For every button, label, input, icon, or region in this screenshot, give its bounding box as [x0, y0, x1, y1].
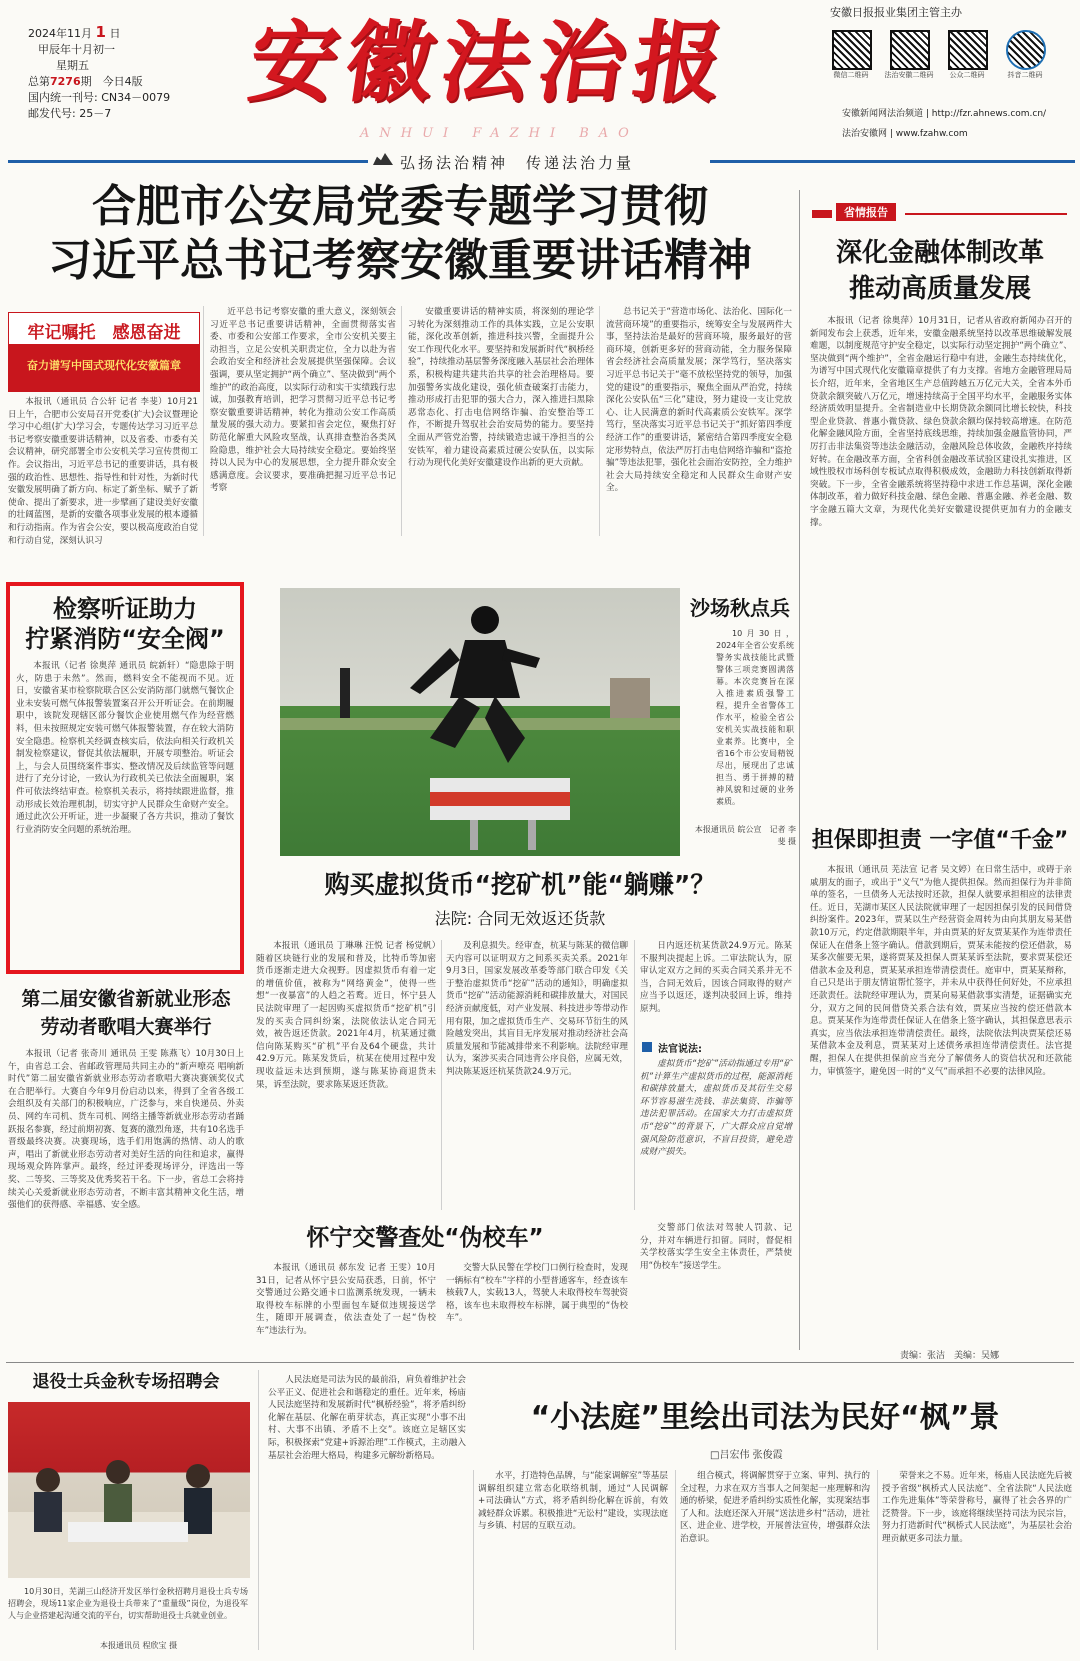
mining-subtitle: 法院: 合同无效返还货款	[434, 909, 606, 928]
lead-article-col3: 安徽重要讲话的精神实质，将深刻的理论学习转化为深刻推动工作的具体实践，立足公安职能，深化改革创新，推进科技兴警，全面提升公安工作现代化水平。要坚持和发展新时代“枫桥经验”，持续推动基层警务深度融入基层社会治理体系，积极构建共建共治共享的社会治理格局。要加强警务实战化建设，强化侦查破案打击能力，推动形成打击犯罪的强大合力，深入推进扫黑除恶常态化、打击电信网络诈骗、治安整治等工作，不断提升驾驭社会治安局势的能力。要坚持全面从严管党治警，持续锻造忠诚干净担当的公安铁军，着力建设高素质过硬公安队伍，以实际行动为现代化美好安徽建设作出新的更大贡献。	[408, 307, 594, 469]
divider	[203, 306, 204, 536]
divider	[799, 190, 800, 1350]
qr-code-wechat[interactable]: 微信二维码	[826, 30, 878, 80]
judge-says-icon	[642, 1042, 652, 1052]
lead-article-col1: 本报讯（通讯员 合公轩 记者 李斐）10月21日上午，合肥市公安局召开党委(扩大)会议暨理论学习中心组(扩大)学习会，专题传达学习习近平总书记考察安徽重要讲话精神，以及省委、市委有关会议精神，研究部署全市公安机关学习宣传贯彻工作。会议指出，习近平总书记的重要讲话，具有极强的政治性、思想性、指导性和针对性，为新时代安徽发展明确了新方向、标定了新坐标、赋予了新使命、提出了新要求，进一步擘画了建设美好安徽的壮阔蓝图，是新的安徽各项事业发展的根本遵循和行动指南。作为省会公安，要以极高度政治自觉和行动自觉，深刻认识习	[8, 397, 198, 546]
photo-story-caption: 10月30日，2024年全省公安系统警务实战技能比武暨警体三项竞赛圆满落幕。本次竞赛旨在深入推进素质强警工程，提升全省警体工作水平，检验全省公安机关实战技能和职业素养。比赛中，全省16个市公安局精锐尽出，展现出了忠诚担当、勇于拼搏的精神风貌和过硬的业务素质。	[716, 629, 794, 806]
divider	[258, 1370, 259, 1650]
section-rule	[6, 1362, 1074, 1363]
court-article-col2: 水平，打造特色品牌，与“能家调解室”等基层调解组织建立常态化联络机制，通过“人民调解+司法确认”方式，将矛盾纠纷化解在诉前，有效减轻群众诉累。积极推进“无讼村”建设，实现法庭与乡镇、村居的互联互动。	[478, 1471, 668, 1532]
provincial-headline-line1: 深化金融体制改革	[835, 238, 1044, 268]
school-car-col2: 交警大队民警在学校门口例行检查时，发现一辆标有“校车”字样的小型普通客车，经查该车核载7人，实载13人，驾驶人未取得校车驾驶资格，该车也未取得校车标牌，属于典型的“伪校车”。	[446, 1263, 628, 1324]
job-fair-photo	[8, 1402, 250, 1578]
divider	[599, 306, 600, 536]
veterans-caption: 10月30日，芜湖三山经济开发区举行金秋招聘月退役士兵专场招聘会，现场11家企业为退役士兵带来了“重量级”岗位，为退役军人与企业搭建起沟通交流的平台，切实帮助退役士兵就业创业。	[8, 1587, 248, 1620]
guarantee-article-body: 本报讯（通讯员 芜法宣 记者 吴文婷）在日常生活中，或碍于亲戚朋友的面子，或出于“义气”为他人提供担保。然而担保行为并非简单的签名，一旦债务人无法按时还款，担保人就要承担相应的法律责任。近日，芜湖市某区人民法院就审理了一起因担保引发的民间借贷纠纷案件。2023年，贾某以生产经营资金周转为由向其朋友易某借款10万元，约定借款期限半年，并由贾某的好友贾某某作为连带责任保证人在借条上签字确认。借款到期后，贾某未能按约偿还借款，易某多次催要无果，遂将贾某及担保人贾某某诉至法院，要求贾某偿还借款本金及利息，贾某某承担连带清偿责任。庭审中，贾某某辩称，自己只是出于朋友情谊帮忙签字，并未从中获得任何好处，不应承担还款责任。法院经审理认为，贾某向易某借款事实清楚，证据确实充分，双方之间的民间借贷关系合法有效，贾某应当按约偿还借款本息。贾某某作为连带责任保证人在借条上签字确认，其担保意思表示真实，应当依法承担连带清偿责任。最终，法院依法判决贾某偿还易某借款本金及利息，贾某某对上述债务承担连带清偿责任。法官提醒，担保人在提供担保前应当充分了解债务人的资信状况和还款能力，审慎签字，避免因一时的“义气”而承担不必要的法律风险。	[810, 865, 1072, 1077]
court-article-col3: 组合模式，将调解贯穿于立案、审判、执行的全过程，力求在双方当事人之间架起一座理解和沟通的桥梁，促进矛盾纠纷实质性化解，实现案结事了人和。法庭还深入开展“送法进乡村”活动，进社区、进企业、进学校，开展普法宣传，增强群众法治意识。	[680, 1471, 870, 1544]
sponsor-line: 安徽日报报业集团主管主办	[830, 6, 962, 19]
job-fair-illustration	[8, 1402, 250, 1578]
judge-says-text: 虚拟货币“挖矿”活动指通过专用“矿机”计算生产虚拟货币的过程，能源消耗和碳排放量大，虚拟货币及其衍生交易环节容易滋生洗钱、非法集资、诈骗等违法犯罪活动。在国家大力打击虚拟货币“挖矿”的背景下，广大群众应自觉增强风险防范意识，不盲目投资，避免造成财产损失。	[640, 1059, 792, 1158]
lead-article-col4: 总书记关于“营造市场化、法治化、国际化一流营商环境”的重要指示，统筹安全与发展两件大事，坚持法治是最好的营商环境，服务最好的营商环境，创新更多好的营商动能，全力服务保障省会经济社会高质量发展；深学笃行，坚决落实习近平总书记关于“毫不放松坚持党的领导，加强党的建设”的重要指示，聚焦全面从严治党，持续深化公安队伍“三化”建设，努力建设一支让党放心、让人民满意的新时代高素质公安铁军。深学笃行，坚决落实习近平总书记关于“抓好第四季度经济工作”的重要讲话，紧密结合第四季度安全稳定形势特点，依法严厉打击电信网络诈骗和“盗抢骗”等违法犯罪，强化社会面治安防控，全力维护社会大局持续安全稳定和人民群众生命财产安全。	[606, 307, 792, 494]
weekday: 星期五	[56, 59, 89, 72]
date-line: 2024年11月 1 日	[28, 23, 121, 41]
column-banner	[8, 312, 200, 392]
provincial-tag-rule	[812, 210, 832, 218]
site-url-1[interactable]: 安徽新闻网法治频道 | http://fzr.ahnews.com.cn/	[842, 109, 1047, 119]
postal-code: 邮发代号: 25－7	[28, 107, 112, 120]
provincial-tag-line	[905, 213, 1067, 215]
lead-headline-line1: 合肥市公安局党委专题学习贯彻	[92, 181, 708, 232]
masthead-meta	[28, 24, 228, 122]
masthead-rule-right	[710, 160, 1075, 163]
court-author: □吕宏伟 张俊霞	[710, 1450, 783, 1461]
court-headline: “小法庭”里绘出司法为民好“枫”景	[530, 1400, 1000, 1435]
provincial-report-tag: 省情报告	[836, 203, 896, 221]
newspaper-title: 安徽法治报	[242, 10, 738, 114]
lunar-date: 甲辰年十月初一	[38, 43, 115, 56]
labor-headline-line2: 劳动者歌唱大赛举行	[40, 1016, 212, 1038]
provincial-headline-line2: 推动高质量发展	[848, 274, 1031, 304]
school-car-col1: 本报讯（通讯员 郝东发 记者 王雯）10月31日，记者从怀宁县公安局获悉，日前，怀宁交警通过公路交通卡口监测系统发现，一辆未取得校车标牌的小型面包车疑似违规接送学生，随即开展调查，依法查处了一起“伪校车”违法行为。	[256, 1263, 436, 1336]
qr-code-douyin[interactable]: 抖音二维码	[1000, 30, 1052, 80]
divider	[401, 306, 402, 536]
mining-article-col2: 及利息损失。经审查，杭某与陈某的微信聊天内容可以证明双方之间系买卖关系。2021年9月3日，国家发展改革委等部门联合印发《关于整治虚拟货币“挖矿”活动的通知》，明确虚拟货币“挖矿”活动能源消耗和碳排放量大，对国民经济贡献度低，对产业发展、科技进步等带动作用有限，加之虚拟货币生产、交易环节衍生的风险越发突出，其盲目无序发展对推动经济社会高质量发展和节能减排带来不利影响。法院经审理认为，案涉买卖合同违背公序良俗，应属无效，判决陈某返还杭某货款24.9万元。	[446, 941, 628, 1077]
procuratorate-box	[6, 582, 244, 974]
editor-credit: 责编：张洁 美编：吴娜	[900, 1351, 1000, 1361]
labor-headline-line1: 第二届安徽省新就业形态	[21, 988, 231, 1010]
guarantee-headline: 担保即担责 一字值“千金”	[811, 828, 1069, 853]
lead-article-col2: 近平总书记考察安徽的重大意义，深刻领会习近平总书记重要讲话精神，全面贯彻落实省委、市委和公安部工作要求，全市公安机关要主动担当，立足公安机关职责定位，全力以赴为省会政治安全和经济社会发展提供坚强保障。会议强调，要从坚定拥护“两个确立”、坚决做到“两个维护”的政治高度，以实际行动和实干实绩践行忠诚，加强教育培训，把学习贯彻习近平总书记考察安徽重要讲话精神，转化为推动公安工作高质量发展的强大动力。要紧扣省会定位，聚焦打好防范化解重大风险攻坚战，认真排查整治各类风险隐患，维护社会大局持续安全稳定。要始终坚持以人民为中心的发展思想，全力提升群众安全感满意度。会议要求，要准确把握习近平总书记考察	[210, 307, 396, 494]
procuratorate-headline-line1: 检察听证助力	[53, 595, 197, 623]
issue-number: 7276	[50, 75, 81, 88]
column-banner-title: 牢记嘱托 感恩奋进	[27, 323, 181, 343]
column-banner-subtitle: 奋力谱写中国式现代化安徽篇章	[27, 359, 181, 372]
great-wall-icon	[373, 153, 393, 165]
veterans-headline: 退役士兵金秋专场招聘会	[32, 1372, 220, 1392]
photo-story-title: 沙场秋点兵	[690, 596, 790, 620]
cn-number: 国内统一刊号: CN34－0079	[28, 91, 171, 104]
lead-headline-line2: 习近平总书记考察安徽重要讲话精神	[48, 235, 752, 286]
provincial-article-body: 本报讯（记者 徐奥萍）10月31日，记者从省政府新闻办召开的新闻发布会上获悉，近年来，安徽金融系统坚持以改革思维破解发展难题，以制度规范守护安全稳定，以实际行动坚定拥护“两个确立”、坚决做到“两个维护”，全省金融运行稳中有进，金融生态持续优化，为谱写中国式现代化安徽篇章提供了有力支撑。省地方金融管理局局长介绍，近年来，全省地区生产总值跨越五万亿元大关，全省本外币贷款余额突破八万亿元，增速持续高于全国平均水平，金融服务实体经济质效明显提升。全省制造业中长期贷款余额同比增长较快，科技型企业贷款、普惠小微贷款、绿色贷款余额均保持较高增速。在防范化解金融风险方面，全省坚持底线思维，持续加强金融监管协同，严厉打击非法集资等违法金融活动，金融风险总体收敛，金融秩序持续好转。在金融改革方面，全省科创金融改革试验区建设扎实推进，区域性股权市场科创专板试点取得积极成效，金融助力科技创新取得新突破。下一步，全省金融系统将坚持稳中求进工作总基调，深化金融体制改革，着力做好科技金融、绿色金融、普惠金融、养老金融、数字金融五篇大文章，为现代化美好安徽建设提供更加有力的金融支撑。	[810, 316, 1072, 528]
divider	[441, 940, 442, 1210]
mining-article-col3: 日内返还杭某货款24.9万元。陈某不服判决提起上诉。二审法院认为，原审认定双方之间的买卖合同关系并无不当，合同无效后，因该合同取得的财产应当予以返还，遂判决驳回上诉，维持原判。	[640, 941, 792, 1014]
judge-says-label: 法官说法:	[658, 1044, 702, 1055]
police-training-illustration	[280, 588, 680, 856]
site-url-2[interactable]: 法治安徽网 | www.fzahw.com	[842, 129, 968, 139]
divider	[877, 1470, 878, 1650]
date-day: 1	[95, 23, 106, 41]
procuratorate-headline-line2: 拧紧消防“安全阀”	[25, 625, 225, 653]
newspaper-pinyin: ANHUI FAZHI BAO	[360, 126, 639, 141]
divider	[473, 1470, 474, 1650]
school-car-headline: 怀宁交警查处“伪校车”	[306, 1225, 544, 1251]
issue-line: 总第7276期 今日4版	[28, 75, 143, 88]
school-car-col3: 交警部门依法对驾驶人罚款、记分，并对车辆进行扣留。同时，督促相关学校落实学生安全主体责任，严禁使用“伪校车”接送学生。	[640, 1223, 792, 1271]
court-article-col4: 荣誉来之不易。近年来，杨庙人民法庭先后被授予省级“枫桥式人民法庭”、全省法院“人民法庭工作先进集体”等荣誉称号，赢得了社会各界的广泛赞誉。下一步，该庭将继续坚持司法为民宗旨，努力打造新时代“枫桥式人民法庭”，为基层社会治理贡献更多司法力量。	[882, 1471, 1072, 1544]
police-training-photo	[280, 588, 680, 856]
veterans-credit: 本报通讯员 程欣宝 摄	[100, 1641, 178, 1650]
procuratorate-article-body: 本报讯（记者 徐奥萍 通讯员 皖新轩）“隐患除于明火，防患于未然”。然而，燃料安全不能视而不见。近日，安徽省某市检察院联合区公安消防部门就燃气餐饮企业未安装可燃气体报警装置案召开公开听证会。在前期履职中，该院发现辖区部分餐饮企业使用燃气作为经营燃料，但未按照规定安装可燃气体报警装置，存在较大消防安全隐患。检察机关经调查核实后，依法向相关行政机关制发检察建议，督促其依法履职，开展专项整治。听证会上，与会人员围绕案件事实、整改情况及后续监管等问题进行了充分讨论，一致认为行政机关已依法全面履职，案件可依法终结审查。检察机关表示，将持续跟进监督，推动形成长效治理机制，切实守护人民群众生命财产安全。通过此次公开听证，进一步凝聚了各方共识，推动了餐饮行业消防安全问题的系统治理。	[16, 661, 234, 835]
divider	[675, 1470, 676, 1650]
qr-code-row	[826, 30, 1056, 80]
qr-code-fazhi[interactable]: 法治安徽二维码	[884, 30, 936, 80]
court-article-col1: 人民法庭是司法为民的最前沿，肩负着维护社会公平正义、促进社会和谐稳定的重任。近年来，杨庙人民法庭坚持和发展新时代“枫桥经验”，将矛盾纠纷化解在基层、化解在萌芽状态，真正实现“小事不出村、大事不出镇、矛盾不上交”。该庭立足辖区实际，积极探索“党建+诉源治理”工作模式，主动融入基层社会治理大格局，构建多元解纷新格局。	[268, 1375, 466, 1461]
labor-article-body: 本报讯（记者 张奇川 通讯员 王雯 陈燕飞）10月30日上午，由省总工会、省邮政管理局共同主办的“新声嘹亮 唱响新时代”第二届安徽省新就业形态劳动者歌唱大赛决赛颁奖仪式在合肥举行。大赛自今年9月份启动以来，得到了全省各级工会组织及有关部门的积极响应，广泛参与，来自快递员、外卖员、网约车司机、货车司机、网络主播等新就业形态劳动者踊跃报名参赛，经过前期初赛、复赛的激烈角逐，共有10名选手晋级最终决赛。决赛现场，选手们用饱满的热情、动人的歌声，唱出了新就业形态劳动者对美好生活的向往和追求，赢得现场观众阵阵掌声。最终，经过评委现场评分，评选出一等奖、二等奖、三等奖及优秀奖若干名。下一步，省总工会将持续关心关爱新就业形态劳动者，不断丰富其精神文化生活，增强他们的获得感、幸福感、安全感。	[8, 1049, 244, 1211]
mining-headline: 购买虚拟货币“挖矿机”能“躺赚”？	[324, 870, 716, 899]
motto: 弘扬法治精神 传递法治力量	[400, 154, 635, 172]
masthead-rule-left	[8, 160, 368, 163]
mining-article-col1: 本报讯（通讯员 丁琳琳 汪悦 记者 杨觉帆）随着区块链行业的发展和普及，比特币等加密货币逐渐走进大众视野。因虚拟货币有着一定的增值价值，被称为“网络黄金”，使得一些想“一夜暴富”的人趋之若鹜。近日，怀宁县人民法院审理了一起因购买虚拟货币“挖矿机”引发的买卖合同纠纷案，法院依法认定合同无效，被告返还货款。2021年4月，杭某通过微信向陈某购买“矿机”平台及64个硬盘，共计42.9万元。陈某发货后，杭某在使用过程中发现收益远未达到预期，遂与陈某协商退货未果，诉至法院，要求陈某返还货款。	[256, 941, 436, 1090]
divider	[634, 940, 635, 1210]
photo-story-credit: 本报通讯员 皖公宣 记者 李斐 摄	[694, 825, 796, 846]
qr-code-public[interactable]: 公众二维码	[942, 30, 994, 80]
